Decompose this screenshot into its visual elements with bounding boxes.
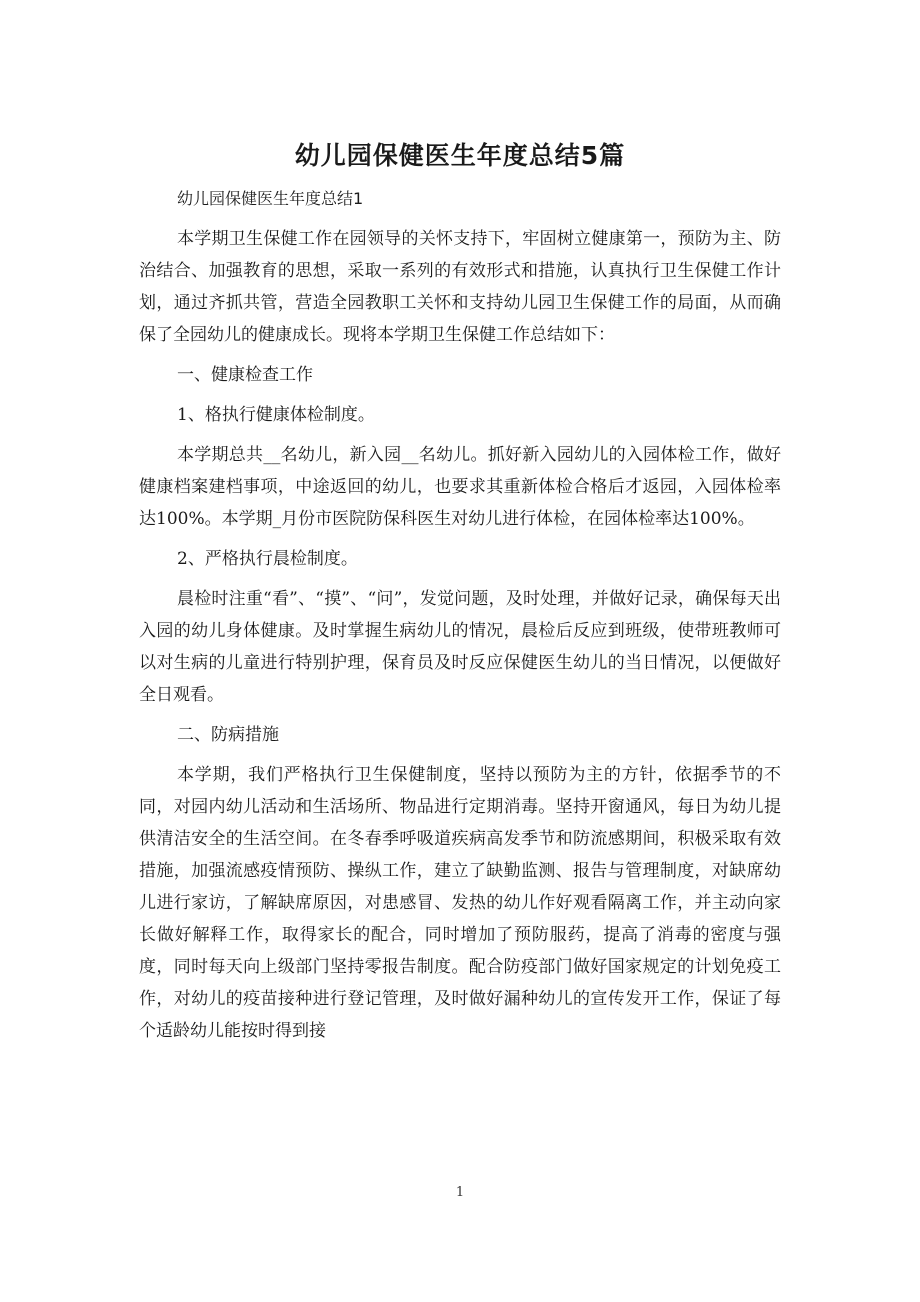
section-subtitle: 幼儿园保健医生年度总结1 — [177, 189, 364, 208]
paragraph-prevention: 本学期，我们严格执行卫生保健制度，坚持以预防为主的方针，依据季节的不同，对园内幼儿活动和生活场所、物品进行定期消毒。坚持开窗通风，每日为幼儿提供清洁安全的生活空间。在冬春季呼吸道疾病高发季节和防流感期间，积极采取有效措施，加强流感疫情预防、操纵工作，建立了缺勤监测、报告与管理制度，对缺席幼儿进行家访，了解缺席原因，对患感冒、发热的幼儿作好观看隔离工作，并主动向家长做好解释工作，取得家长的配合，同时增加了预防服药，提高了消毒的密度与强度，同时每天向上级部门坚持零报告制度。配合防疫部门做好国家规定的计划免疫工作，对幼儿的疫苗接种进行登记管理，及时做好漏种幼儿的宣传发开工作，保证了每个适龄幼儿能按时得到接 — [139, 765, 781, 1041]
page-number: 1 — [455, 1185, 465, 1200]
paragraph-physical-exam: 本学期总共__名幼儿，新入园__名幼儿。抓好新入园幼儿的入园体检工作，做好健康档案建档事项，中途返回的幼儿，也要求其重新体检合格后才返园，入园体检率达100%。本学期_月份市医院防保科医生对幼儿进行体检，在园体检率达100%。 — [139, 445, 781, 529]
document-title: 幼儿园保健医生年度总结5篇 — [294, 141, 626, 170]
heading-prevention: 二、防病措施 — [177, 725, 279, 745]
heading-physical-exam: 1、格执行健康体检制度。 — [177, 405, 375, 425]
heading-health-check: 一、健康检查工作 — [177, 365, 313, 385]
document-body — [139, 183, 781, 1055]
paragraph-morning-check: 晨检时注重“看”、“摸”、“问”，发觉问题，及时处理，并做好记录，确保每天出入园的幼儿身体健康。及时掌握生病幼儿的情况，晨检后反应到班级，使带班教师可以对生病的儿童进行特别护理，保育员及时反应保健医生幼儿的当日情况，以便做好全日观看。 — [139, 589, 781, 705]
heading-morning-check: 2、严格执行晨检制度。 — [177, 549, 358, 569]
paragraph-intro: 本学期卫生保健工作在园领导的关怀支持下，牢固树立健康第一，预防为主、防治结合、加强教育的思想，采取一系列的有效形式和措施，认真执行卫生保健工作计划，通过齐抓共管，营造全园教职工关怀和支持幼儿园卫生保健工作的局面，从而确保了全园幼儿的健康成长。现将本学期卫生保健工作总结如下： — [139, 229, 781, 345]
